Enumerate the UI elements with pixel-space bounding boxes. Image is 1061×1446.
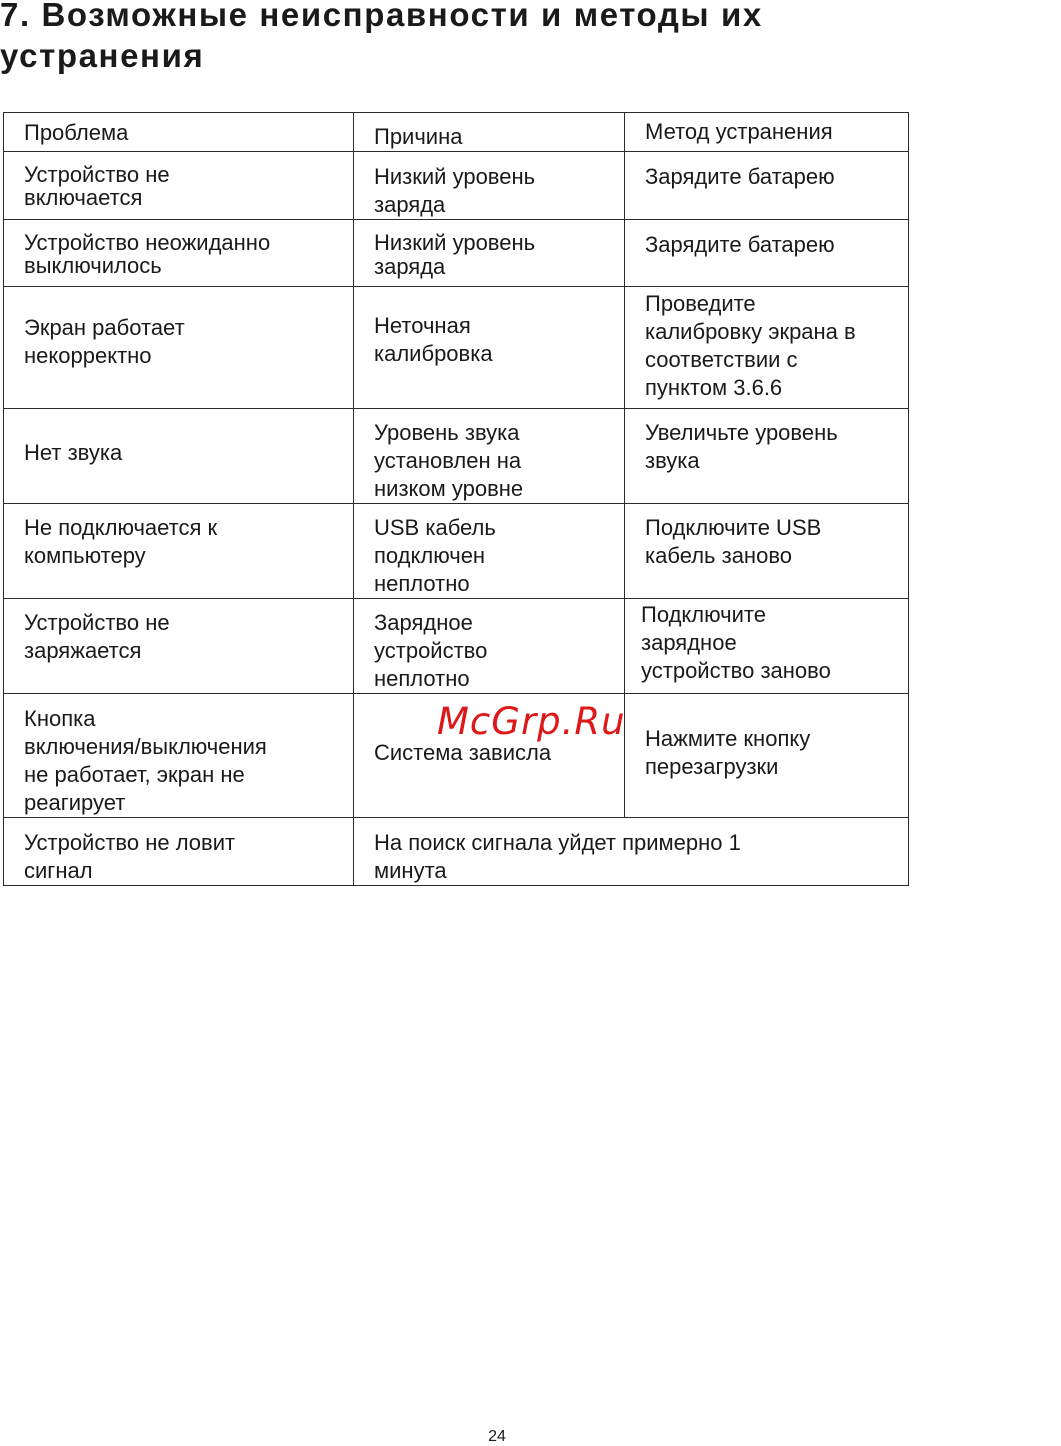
problem-cell: Нет звука bbox=[4, 409, 354, 504]
table-row bbox=[4, 287, 909, 409]
table-row bbox=[4, 220, 909, 287]
header-solution: Метод устранения bbox=[625, 113, 909, 152]
table-row bbox=[4, 818, 909, 886]
problem-cell: Устройство не заряжается bbox=[4, 599, 354, 694]
cause-cell: Низкий уровень заряда bbox=[354, 220, 625, 287]
cause-cell: Неточная калибровка bbox=[354, 287, 625, 409]
merged-note-cell: На поиск сигнала уйдет примерно 1 минута bbox=[354, 818, 909, 886]
table-row bbox=[4, 599, 909, 694]
page-number: 24 bbox=[488, 1428, 506, 1445]
solution-cell: Подключите зарядное устройство заново bbox=[625, 599, 909, 694]
solution-cell: Нажмите кнопку перезагрузки bbox=[625, 694, 909, 818]
cause-cell: Уровень звука установлен на низком уровне bbox=[354, 409, 625, 504]
problem-cell: Устройство не ловит сигнал bbox=[4, 818, 354, 886]
cause-cell: USB кабель подключен неплотно bbox=[354, 504, 625, 599]
cause-cell: Зарядное устройство неплотно bbox=[354, 599, 625, 694]
problem-cell: Не подключается к компьютеру bbox=[4, 504, 354, 599]
header-cause: Причина bbox=[354, 113, 625, 152]
solution-cell: Подключите USB кабель заново bbox=[625, 504, 909, 599]
solution-cell: Проведите калибровку экрана в соответствии с пунктом 3.6.6 bbox=[625, 287, 909, 409]
table-row bbox=[4, 504, 909, 599]
cause-cell: Система зависла bbox=[354, 694, 625, 818]
table-row bbox=[4, 152, 909, 220]
header-problem: Проблема bbox=[4, 113, 354, 152]
troubleshooting-table bbox=[3, 112, 909, 886]
table-header-row bbox=[4, 113, 909, 152]
solution-cell: Зарядите батарею bbox=[625, 220, 909, 287]
watermark-logo: McGrp.Ru bbox=[437, 700, 626, 743]
problem-cell: Экран работает некорректно bbox=[4, 287, 354, 409]
problem-cell: Кнопка включения/выключения не работает, экран не реагирует bbox=[4, 694, 354, 818]
section-title: 7. Возможные неисправности и методы их устранения bbox=[0, 0, 763, 74]
cause-cell: Низкий уровень заряда bbox=[354, 152, 625, 220]
problem-cell: Устройство неожиданно выключилось bbox=[4, 220, 354, 287]
table-row bbox=[4, 409, 909, 504]
solution-cell: Увеличьте уровень звука bbox=[625, 409, 909, 504]
problem-cell: Устройство не включается bbox=[4, 152, 354, 220]
solution-cell: Зарядите батарею bbox=[625, 152, 909, 220]
